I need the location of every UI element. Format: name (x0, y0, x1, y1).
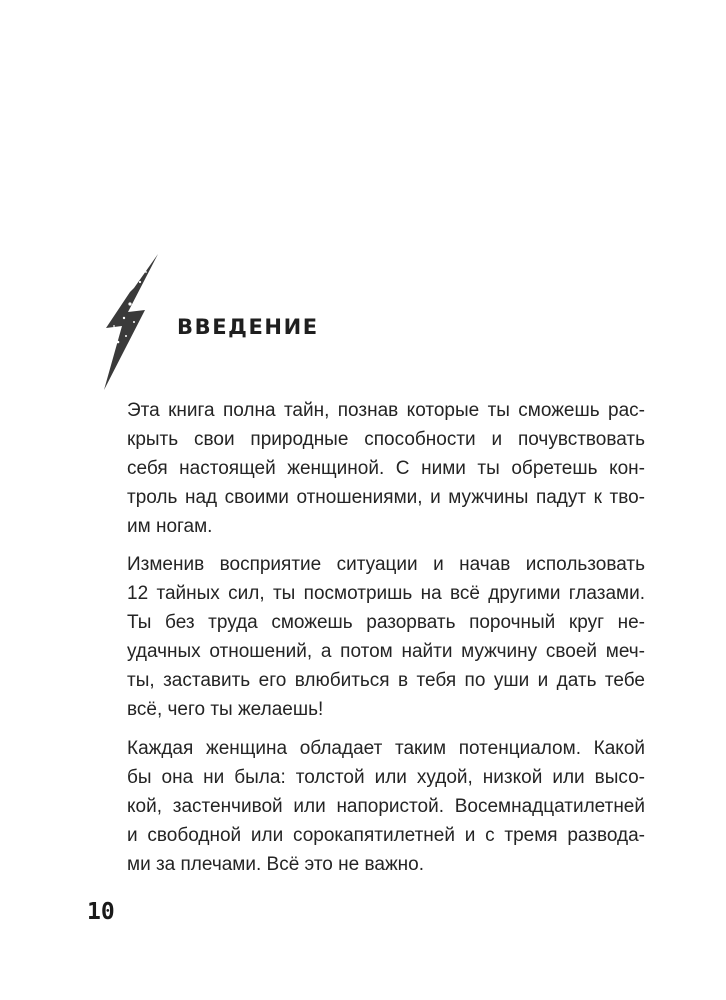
text-line: ты, заставить его влюбиться в тебя по уши и дать тебе (127, 670, 645, 691)
text-line: Эта книга полна тайн, познав которые ты сможешь рас- (127, 400, 645, 421)
text-line: кой, застенчивой или напористой. Восемнадцатилетней (127, 796, 645, 817)
text-line: всё, чего ты желаешь! (127, 699, 324, 720)
text-line: им ногам. (127, 516, 213, 537)
lightning-bolt-icon (100, 252, 162, 392)
text-line: 12 тайных сил, ты посмотришь на всё другими глазами. (127, 583, 645, 604)
text-line: Изменив восприятие ситуации и начав использовать (127, 554, 645, 575)
section-title: ВВЕДЕНИЕ (177, 315, 319, 339)
text-line: троль над своими отношениями, и мужчины падут к тво- (127, 487, 645, 508)
text-line: бы она ни была: толстой или худой, низкой или высо- (127, 767, 645, 788)
text-line: удачных отношений, а потом найти мужчину своей меч- (127, 641, 645, 662)
page-number: 10 (87, 899, 115, 925)
text-line: ми за плечами. Всё это не важно. (127, 854, 424, 875)
text-line: Ты без труда сможешь разорвать порочный круг не- (127, 612, 645, 633)
text-line: Каждая женщина обладает таким потенциалом. Какой (127, 738, 645, 759)
text-line: себя настоящей женщиной. С ними ты обретешь кон- (127, 458, 645, 479)
text-line: крыть свои природные способности и почувствовать (127, 429, 645, 450)
text-line: и свободной или сорокапятилетней и с тремя развода- (127, 825, 645, 846)
